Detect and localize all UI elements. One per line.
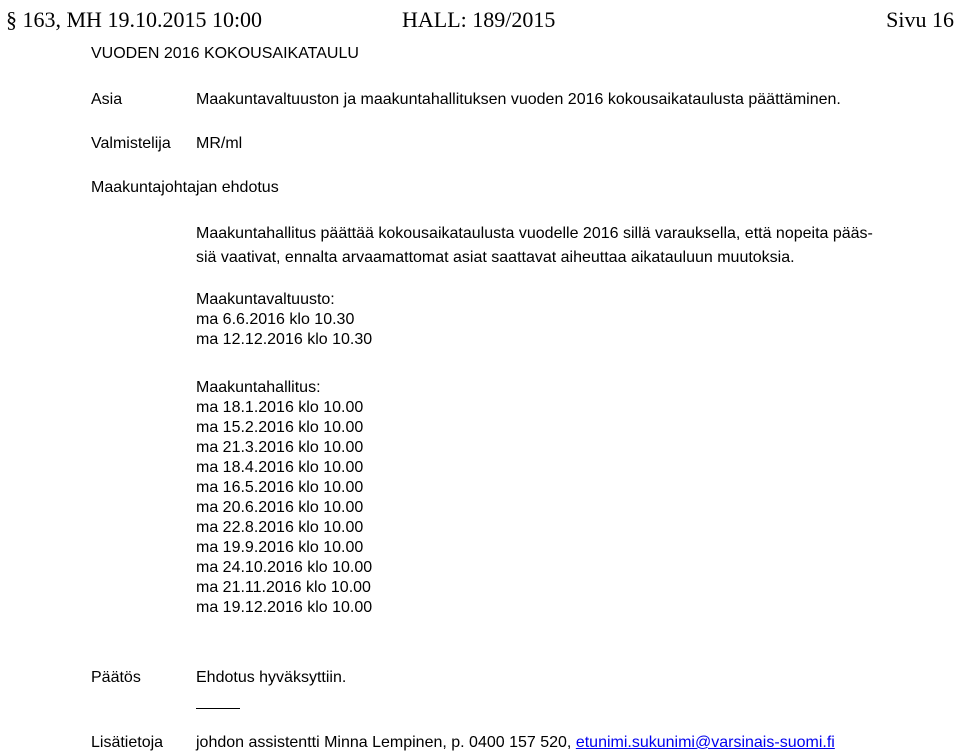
page-number: Sivu 16 xyxy=(886,7,954,32)
decision-label: Päätös xyxy=(91,669,141,686)
board-date: ma 19.9.2016 klo 10.00 xyxy=(196,539,364,556)
valmistelija-label: Valmistelija xyxy=(91,135,171,152)
board-date: ma 19.12.2016 klo 10.00 xyxy=(196,599,373,616)
board-date: ma 18.1.2016 klo 10.00 xyxy=(196,399,364,416)
info-value xyxy=(196,733,835,753)
board-date: ma 18.4.2016 klo 10.00 xyxy=(196,459,364,476)
board-date: ma 15.2.2016 klo 10.00 xyxy=(196,419,364,436)
council-date: ma 12.12.2016 klo 10.30 xyxy=(196,331,373,348)
page-header xyxy=(6,6,954,34)
contact-text: johdon assistentti Minna Lempinen, p. 0400 157 520, xyxy=(196,734,576,751)
asia-label: Asia xyxy=(91,91,123,108)
council-date: ma 6.6.2016 klo 10.30 xyxy=(196,311,355,328)
council-schedule xyxy=(196,290,372,350)
board-date: ma 24.10.2016 klo 10.00 xyxy=(196,559,373,576)
proposal-text xyxy=(196,222,896,270)
section-reference: § 163, MH 19.10.2015 10:00 xyxy=(6,7,263,32)
board-heading: Maakuntahallitus: xyxy=(196,379,321,396)
proposal-line-1: Maakuntahallitus päättää kokousaikataulusta vuodelle 2016 sillä varauksella, että nopeita pääs- xyxy=(196,225,873,242)
hall-number: HALL: 189/2015 xyxy=(402,7,556,32)
board-date: ma 21.3.2016 klo 10.00 xyxy=(196,439,364,456)
valmistelija-value: MR/ml xyxy=(196,135,243,152)
board-schedule xyxy=(196,378,372,618)
board-date: ma 20.6.2016 klo 10.00 xyxy=(196,499,364,516)
divider xyxy=(196,708,240,709)
document-title: VUODEN 2016 KOKOUSAIKATAULU xyxy=(91,45,359,62)
info-label: Lisätietoja xyxy=(91,734,164,751)
council-heading: Maakuntavaltuusto: xyxy=(196,291,335,308)
board-date: ma 16.5.2016 klo 10.00 xyxy=(196,479,364,496)
board-date: ma 21.11.2016 klo 10.00 xyxy=(196,579,371,596)
email-link[interactable]: etunimi.sukunimi@varsinais-suomi.fi xyxy=(575,734,835,751)
decision-value: Ehdotus hyväksyttiin. xyxy=(196,669,347,686)
proposal-line-2: siä vaativat, ennalta arvaamattomat asiat saattavat aiheuttaa aikatauluun muutoksia. xyxy=(196,249,795,266)
asia-value: Maakuntavaltuuston ja maakuntahallituksen vuoden 2016 kokousaikataulusta päättäminen. xyxy=(196,91,841,108)
proposal-heading: Maakuntajohtajan ehdotus xyxy=(91,179,279,196)
board-date: ma 22.8.2016 klo 10.00 xyxy=(196,519,364,536)
